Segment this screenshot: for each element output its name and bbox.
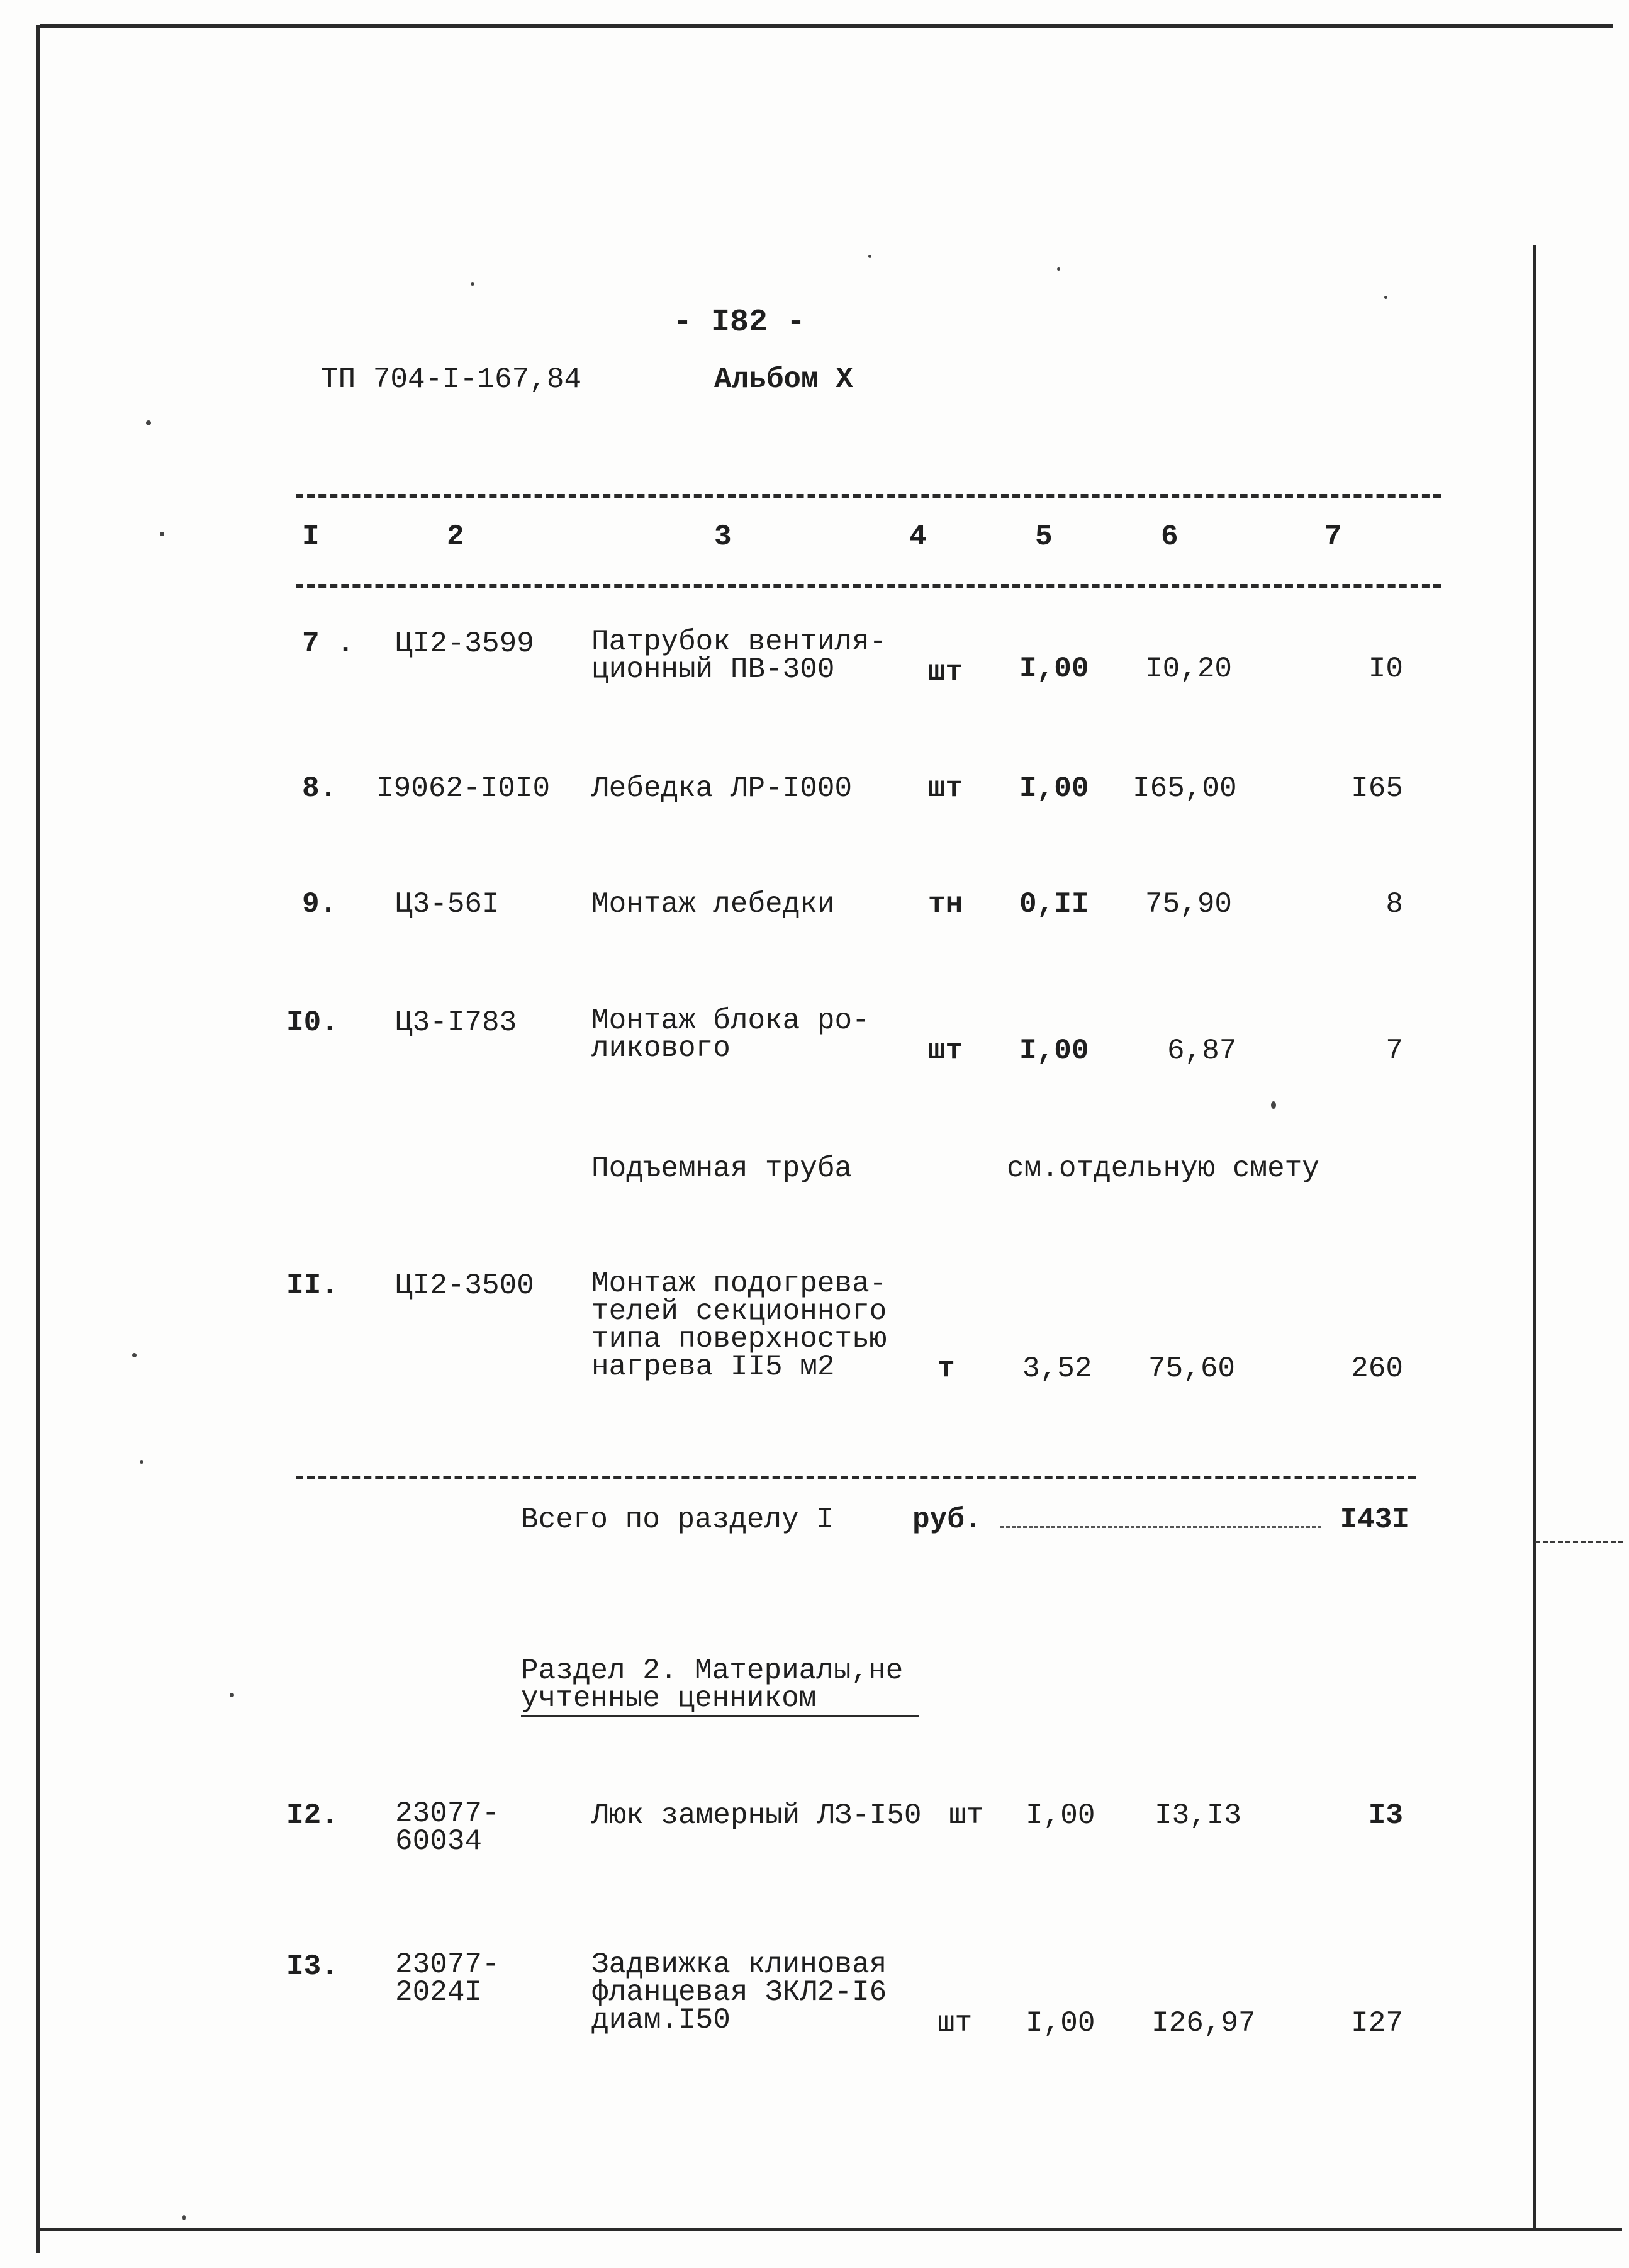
quantity: I,00: [1026, 2007, 1095, 2040]
row-number: I0.: [286, 1006, 339, 1039]
item-name-line: ционный ПВ-300: [591, 653, 835, 686]
frame-line-top: [40, 24, 1613, 28]
row-number: II.: [286, 1269, 339, 1302]
unit: шт: [949, 1799, 984, 1832]
row-number: 8.: [302, 772, 337, 805]
row-number: I2.: [286, 1799, 339, 1832]
table-rule-total: [296, 1476, 1416, 1479]
item-name-line: ликового: [591, 1032, 731, 1065]
unit: тн: [928, 888, 963, 921]
item-name-line: Задвижка клиновая: [591, 1948, 887, 1981]
item-name-line: нагрева II5 м2: [591, 1350, 835, 1383]
section-heading-line: учтенные ценником: [521, 1682, 817, 1715]
unit-price: I26,97: [1151, 2007, 1256, 2040]
section-total-value: I43I: [1340, 1503, 1409, 1536]
price-code: [395, 1797, 500, 1858]
unit-price: 75,90: [1145, 888, 1233, 921]
item-name: Монтаж лебедки: [591, 888, 835, 921]
item-name: [591, 1004, 870, 1065]
speck: [868, 255, 871, 258]
quantity: I,00: [1026, 1799, 1095, 1832]
item-name-line: фланцевая ЗКЛ2-I6: [591, 1976, 887, 2009]
total-cost: 7: [1385, 1035, 1403, 1067]
unit: шт: [938, 2007, 973, 2040]
speck: [1057, 267, 1060, 271]
section-heading-underline: [521, 1715, 919, 1717]
table-rule-top: [296, 494, 1441, 498]
unit: шт: [928, 1035, 963, 1067]
unit-price: I3,I3: [1155, 1799, 1242, 1832]
price-code: ЦI2-3500: [395, 1269, 534, 1302]
speck: [1271, 1101, 1276, 1109]
speck: [182, 2215, 186, 2220]
price-code: ЦI2-3599: [395, 627, 534, 660]
unit: шт: [928, 772, 963, 805]
price-code-line: 2024I: [395, 1976, 483, 2009]
column-header-2: 2: [447, 520, 464, 553]
speck: [160, 532, 164, 536]
speck: [146, 420, 151, 425]
unit-price: 6,87: [1167, 1035, 1237, 1067]
item-name-line: диам.I50: [591, 2004, 731, 2036]
price-code-line: 23077-: [395, 1948, 500, 1981]
quantity: 0,II: [1019, 888, 1089, 921]
album-label: Альбом X: [714, 363, 853, 396]
item-name: Подъемная труба: [591, 1152, 853, 1185]
quantity: I,00: [1019, 1035, 1089, 1067]
column-header-6: 6: [1161, 520, 1178, 553]
row-number: I3.: [286, 1950, 339, 1983]
item-name-line: Монтаж блока ро-: [591, 1004, 870, 1037]
document-code: ТП 704-I-167,84: [321, 363, 582, 396]
item-name-line: Монтаж подогрева-: [591, 1267, 887, 1300]
unit-price: I0,20: [1145, 653, 1233, 685]
price-code-line: 23077-: [395, 1797, 500, 1830]
total-cost: 260: [1351, 1352, 1403, 1385]
page-number: - I82 -: [673, 305, 806, 340]
item-name: [591, 1948, 887, 2036]
section-heading-line: Раздел 2. Материалы,не: [521, 1654, 904, 1687]
price-code: [395, 1948, 500, 2009]
speck: [1384, 296, 1387, 299]
unit: шт: [928, 656, 963, 688]
frame-line-left: [36, 25, 40, 2253]
price-code: Ц3-56I: [395, 888, 500, 921]
row-number: 9.: [302, 888, 337, 921]
column-header-3: 3: [714, 520, 732, 553]
total-cost: I0: [1368, 653, 1403, 685]
speck: [140, 1460, 143, 1464]
column-header-1: I: [302, 520, 320, 553]
item-name: Лебедка ЛР-I000: [591, 772, 853, 805]
quantity: I,00: [1019, 653, 1089, 685]
speck: [230, 1693, 234, 1697]
price-code: Ц3-I783: [395, 1006, 517, 1039]
total-cost: I27: [1351, 2007, 1403, 2040]
price-code-line: 60034: [395, 1825, 483, 1858]
item-name: [591, 1267, 887, 1383]
column-header-5: 5: [1035, 520, 1053, 553]
frame-line-right: [1533, 245, 1536, 2228]
section-total-unit: руб.: [912, 1503, 982, 1536]
column-header-7: 7: [1324, 520, 1342, 553]
column-header-4: 4: [909, 520, 927, 553]
frame-line-bottom: [36, 2228, 1622, 2231]
price-code: I9062-I0I0: [376, 772, 551, 805]
table-rule-header: [296, 584, 1441, 588]
speck: [132, 1353, 137, 1357]
unit-price: I65,00: [1133, 772, 1237, 805]
item-name: Люк замерный ЛЗ-I50: [591, 1799, 922, 1832]
total-cost: 8: [1385, 888, 1403, 921]
item-name-line: типа поверхностью: [591, 1323, 887, 1356]
quantity: I,00: [1019, 772, 1089, 805]
separate-estimate-note: см.отдельную смету: [1007, 1152, 1319, 1185]
total-cost: I65: [1351, 772, 1403, 805]
item-name-line: телей секционного: [591, 1295, 887, 1328]
total-cost: I3: [1368, 1799, 1403, 1832]
section-total-label: Всего по разделу I: [521, 1503, 834, 1536]
edge-mark: [1535, 1541, 1623, 1543]
speck: [471, 282, 474, 286]
quantity: 3,52: [1022, 1352, 1092, 1385]
row-number: 7 .: [302, 627, 354, 660]
unit-price: 75,60: [1148, 1352, 1236, 1385]
unit: т: [938, 1352, 955, 1385]
item-name-line: Патрубок вентиля-: [591, 626, 887, 658]
leader-line: [1000, 1526, 1321, 1528]
item-name: [591, 626, 887, 686]
